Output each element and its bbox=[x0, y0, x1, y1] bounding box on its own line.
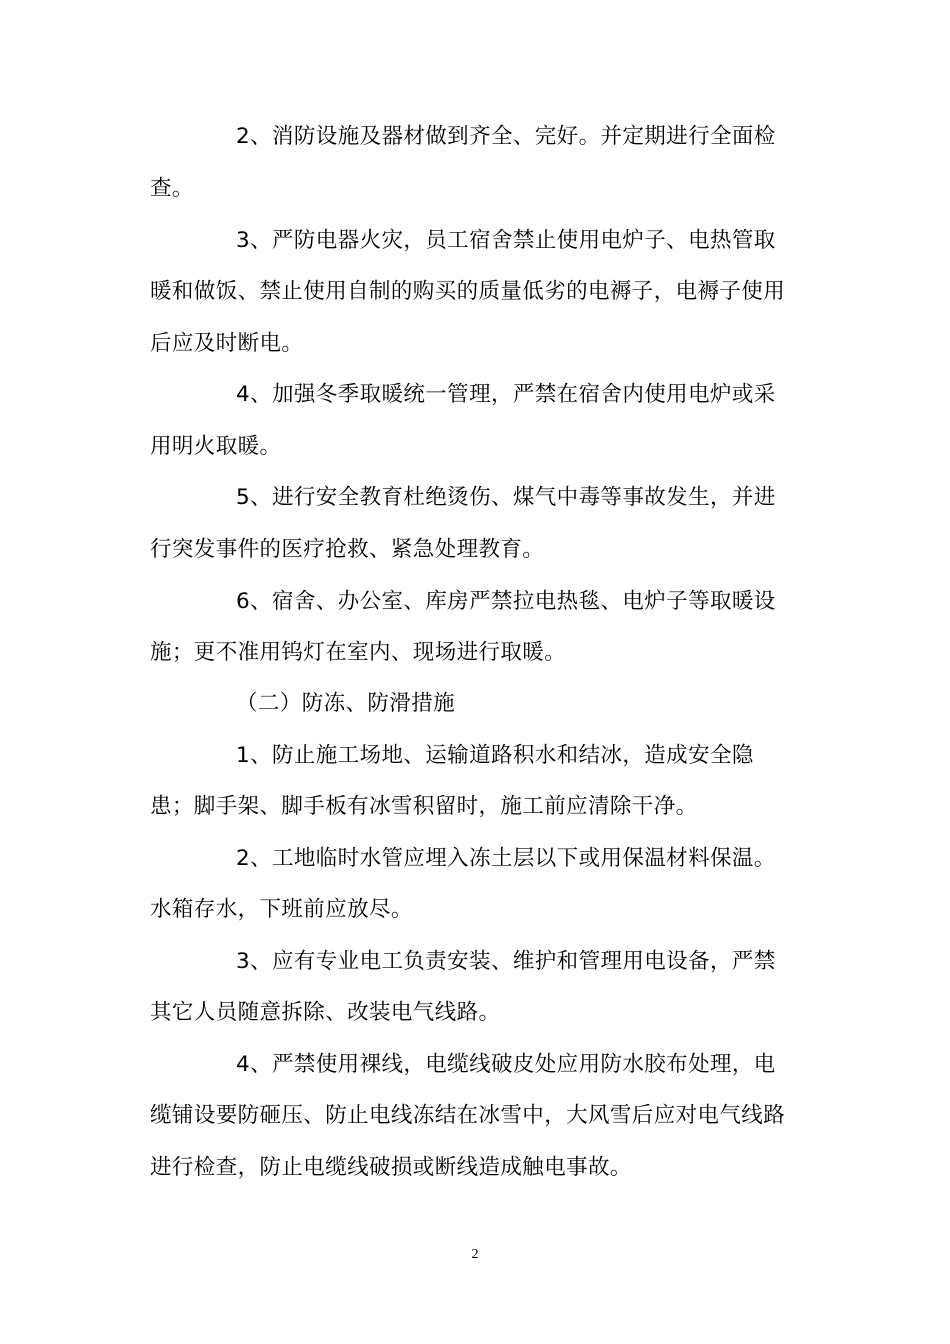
text-line: 其它人员随意拆除、改装电气线路。 bbox=[150, 1000, 501, 1025]
page-number: 2 bbox=[471, 1247, 479, 1262]
text-line: 2、工地临时水管应埋入冻土层以下或用保温材料保温。 bbox=[236, 846, 776, 871]
text-line: 缆铺设要防砸压、防止电线冻结在冰雪中，大风雪后应对电气线路 bbox=[150, 1103, 786, 1128]
text-line: 进行检查，防止电缆线破损或断线造成触电事故。 bbox=[150, 1155, 632, 1180]
text-line: 行突发事件的医疗抢救、紧急处理教育。 bbox=[150, 537, 545, 562]
text-line: 暖和做饭、禁止使用自制的购买的质量低劣的电褥子，电褥子使用 bbox=[150, 279, 786, 304]
text-line: 用明火取暖。 bbox=[150, 434, 282, 459]
section-heading: （二）防冻、防滑措施 bbox=[236, 691, 456, 716]
text-line: 患；脚手架、脚手板有冰雪积留时，施工前应清除干净。 bbox=[150, 794, 698, 819]
text-line: 2、消防设施及器材做到齐全、完好。并定期进行全面检 bbox=[236, 124, 776, 149]
text-line: 4、严禁使用裸线，电缆线破皮处应用防水胶布处理，电 bbox=[236, 1052, 776, 1077]
text-line: 3、应有专业电工负责安装、维护和管理用电设备，严禁 bbox=[236, 949, 776, 974]
text-line: 1、防止施工场地、运输道路积水和结冰，造成安全隐 bbox=[236, 743, 754, 768]
text-line: 查。 bbox=[150, 176, 194, 201]
text-line: 施；更不准用钨灯在室内、现场进行取暖。 bbox=[150, 640, 567, 665]
text-line: 3、严防电器火灾，员工宿舍禁止使用电炉子、电热管取 bbox=[236, 228, 776, 253]
text-line: 5、进行安全教育杜绝烫伤、煤气中毒等事故发生，并进 bbox=[236, 485, 776, 510]
text-line: 6、宿舍、办公室、库房严禁拉电热毯、电炉子等取暖设 bbox=[236, 589, 776, 614]
text-line: 后应及时断电。 bbox=[150, 331, 304, 356]
text-line: 4、加强冬季取暖统一管理，严禁在宿舍内使用电炉或采 bbox=[236, 382, 776, 407]
text-line: 水箱存水，下班前应放尽。 bbox=[150, 897, 413, 922]
